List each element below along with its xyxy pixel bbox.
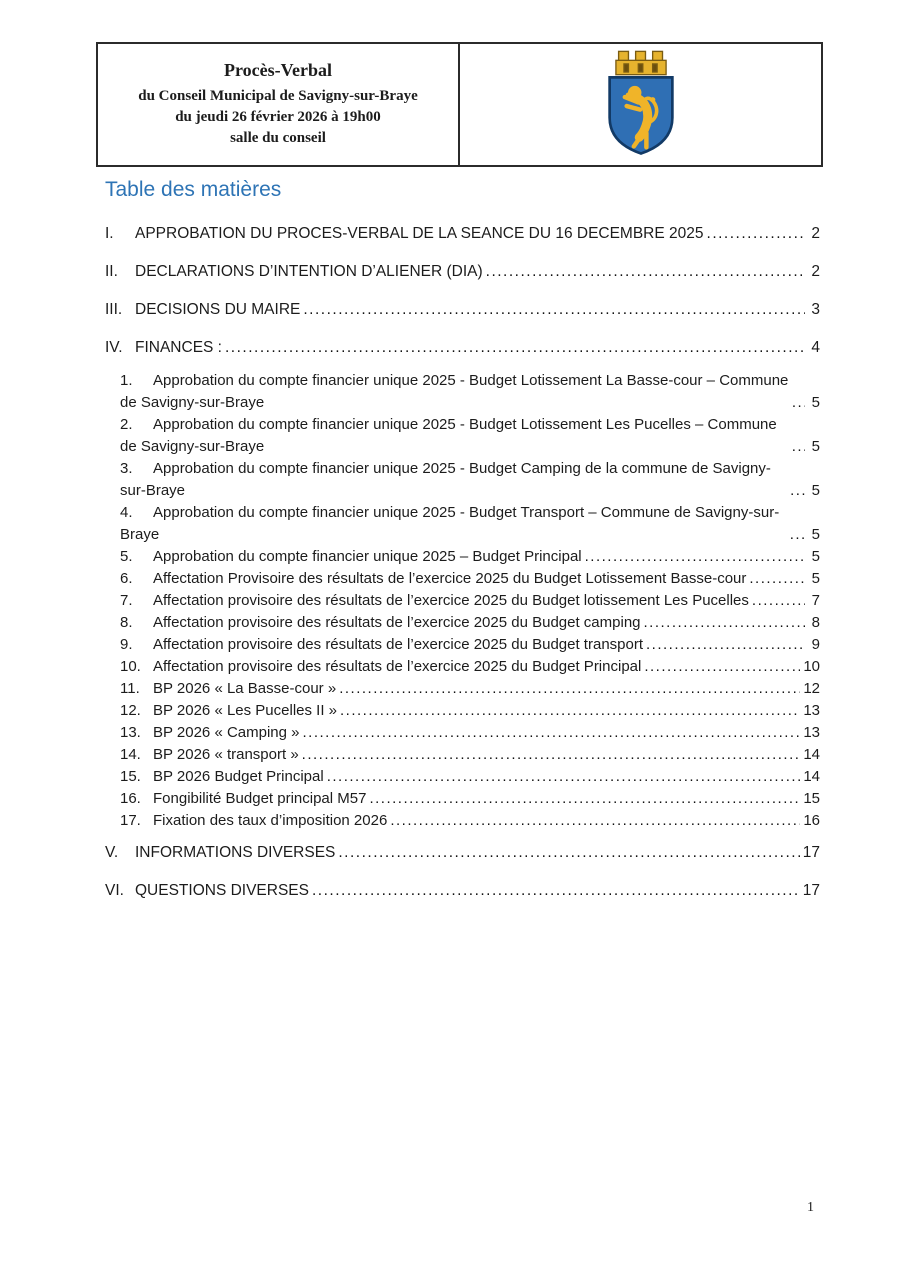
toc-entry-number: 15. xyxy=(120,768,141,785)
toc-entry xyxy=(120,568,820,590)
toc-entry xyxy=(120,678,820,700)
toc-entry-text: BP 2026 « Camping » xyxy=(153,724,300,741)
toc-entry-page: 8 xyxy=(811,614,820,631)
toc-entry-page: 2 xyxy=(811,263,820,280)
toc-entry-number: 5. xyxy=(120,548,133,565)
toc-entry xyxy=(120,458,820,502)
table-of-contents xyxy=(105,178,820,913)
toc-entry-text: Affectation provisoire des résultats de l’exercice 2025 du Budget Principal xyxy=(153,658,642,675)
crest-crown xyxy=(615,51,665,74)
toc-entry-number: 2. xyxy=(120,416,133,433)
toc-entry-page: 15 xyxy=(803,790,820,807)
toc-entry-text: Affectation provisoire des résultats de l’exercice 2025 du Budget camping xyxy=(153,614,641,631)
toc-dot-leader xyxy=(225,337,805,359)
toc-dot-leader xyxy=(369,788,800,810)
toc-dot-leader xyxy=(303,722,801,744)
toc-entry-text: Approbation du compte financier unique 2025 - Budget Camping de la commune de Savigny-sur-Braye xyxy=(120,460,771,499)
toc-entry-text: BP 2026 « La Basse-cour » xyxy=(153,680,337,697)
toc-entry-main xyxy=(120,590,749,612)
toc-heading: Table des matières xyxy=(105,178,282,201)
toc-entry xyxy=(120,502,820,546)
footer-page-number: 1 xyxy=(807,1200,814,1215)
toc-entry xyxy=(120,744,820,766)
toc-entry-main xyxy=(120,568,746,590)
toc-entry-page: 7 xyxy=(811,592,820,609)
toc-entry-page: 17 xyxy=(802,882,820,899)
toc-entry xyxy=(105,837,820,869)
toc-entry xyxy=(105,218,820,250)
toc-entry-page: 14 xyxy=(803,768,820,785)
toc-entry-number: 14. xyxy=(120,746,141,763)
crest-shield xyxy=(609,77,672,153)
toc-entry-text: BP 2026 Budget Principal xyxy=(153,768,324,785)
toc-entry xyxy=(120,546,820,568)
toc-entry-number: 13. xyxy=(120,724,141,741)
toc-entry xyxy=(105,256,820,288)
toc-entry-main xyxy=(120,502,787,546)
toc-dot-leader xyxy=(340,700,800,722)
toc-entry-page: 5 xyxy=(811,394,820,411)
toc-entry-main xyxy=(105,261,483,283)
toc-entry-text: Fixation des taux d’imposition 2026 xyxy=(153,812,388,829)
toc-dot-leader xyxy=(792,436,805,458)
toc-dot-leader xyxy=(486,261,805,283)
toc-dot-leader xyxy=(585,546,805,568)
toc-dot-leader xyxy=(327,766,801,788)
toc-entry-text: Affectation provisoire des résultats de l’exercice 2025 du Budget lotissement Les Pucelles xyxy=(153,592,749,609)
document-header-box xyxy=(96,42,823,167)
toc-entry-number: 16. xyxy=(120,790,141,807)
toc-entry-text: INFORMATIONS DIVERSES xyxy=(135,844,336,861)
toc-entry-page: 10 xyxy=(803,658,820,675)
toc-entry-page: 5 xyxy=(811,482,820,499)
document-subtitle-room: salle du conseil xyxy=(230,130,326,146)
toc-entry-page: 16 xyxy=(803,812,820,829)
toc-dot-leader xyxy=(644,656,800,678)
toc-dot-leader xyxy=(644,612,805,634)
toc-entry xyxy=(120,722,820,744)
toc-entry-number: V. xyxy=(105,844,119,861)
toc-entry-text: Approbation du compte financier unique 2025 - Budget Transport – Commune de Savigny-sur-Braye xyxy=(120,504,780,543)
toc-dot-leader xyxy=(338,842,799,864)
toc-entry-number: 7. xyxy=(120,592,133,609)
header-crest-cell xyxy=(460,44,821,165)
toc-entry-number: 6. xyxy=(120,570,133,587)
toc-entry-main xyxy=(120,370,789,414)
toc-entry-text: Approbation du compte financier unique 2025 – Budget Principal xyxy=(153,548,582,565)
toc-entry-text: Affectation Provisoire des résultats de l’exercice 2025 du Budget Lotissement Basse-cour xyxy=(153,570,747,587)
toc-entry-number: 17. xyxy=(120,812,141,829)
toc-entry-page: 2 xyxy=(811,225,820,242)
toc-entry-text: QUESTIONS DIVERSES xyxy=(135,882,309,899)
town-coat-of-arms-icon xyxy=(600,46,682,163)
toc-entry-page: 5 xyxy=(811,526,820,543)
toc-entry-main xyxy=(120,744,299,766)
toc-entry xyxy=(105,294,820,326)
toc-entry-main xyxy=(120,414,789,458)
toc-entry-number: IV. xyxy=(105,339,123,356)
toc-entry-main xyxy=(120,766,324,788)
toc-entry xyxy=(120,612,820,634)
toc-dot-leader xyxy=(790,480,805,502)
header-text-cell xyxy=(98,44,460,165)
toc-entry-text: BP 2026 « transport » xyxy=(153,746,299,763)
toc-entry xyxy=(120,788,820,810)
toc-entry-text: Approbation du compte financier unique 2025 - Budget Lotissement Les Pucelles – Commune de Savigny-sur-Braye xyxy=(120,416,777,455)
toc-dot-leader xyxy=(646,634,805,656)
toc-entry-main xyxy=(105,842,335,864)
toc-dot-leader xyxy=(792,392,805,414)
toc-entry-text: DECISIONS DU MAIRE xyxy=(135,301,301,318)
toc-entry-text: APPROBATION DU PROCES-VERBAL DE LA SEANCE DU 16 DECEMBRE 2025 xyxy=(135,225,704,242)
toc-dot-leader xyxy=(707,223,805,245)
toc-entry xyxy=(105,875,820,907)
toc-entry-page: 9 xyxy=(811,636,820,653)
toc-entry-number: 11. xyxy=(120,680,140,697)
document-subtitle-council: du Conseil Municipal de Savigny-sur-Braye xyxy=(138,88,418,104)
toc-entry-page: 12 xyxy=(803,680,820,697)
toc-entry-number: III. xyxy=(105,301,123,318)
toc-entry-page: 13 xyxy=(803,702,820,719)
toc-entry-page: 4 xyxy=(811,339,820,356)
toc-entry-main xyxy=(105,299,300,321)
toc-entry-page: 5 xyxy=(811,548,820,565)
toc-entry-main xyxy=(120,810,387,832)
toc-entry-main xyxy=(120,458,787,502)
toc-dot-leader xyxy=(339,678,800,700)
toc-entry-main xyxy=(120,546,582,568)
toc-entry-number: VI. xyxy=(105,882,124,899)
toc-entry-main xyxy=(105,337,222,359)
toc-entry-number: 8. xyxy=(120,614,133,631)
toc-entry-number: 4. xyxy=(120,504,133,521)
toc-entry-main xyxy=(105,880,309,902)
toc-entry-page: 17 xyxy=(802,844,820,861)
toc-dot-leader xyxy=(749,568,805,590)
toc-entry xyxy=(120,766,820,788)
toc-entry-number: 3. xyxy=(120,460,133,477)
toc-entry-page: 14 xyxy=(803,746,820,763)
toc-entry-main xyxy=(120,722,300,744)
toc-entry-page: 5 xyxy=(811,570,820,587)
toc-entry-main xyxy=(105,223,704,245)
toc-entry-page: 5 xyxy=(811,438,820,455)
toc-entry xyxy=(120,700,820,722)
toc-dot-leader xyxy=(302,744,801,766)
toc-dot-leader xyxy=(303,299,805,321)
document-subtitle-date: du jeudi 26 février 2026 à 19h00 xyxy=(175,109,381,125)
toc-entry-page: 13 xyxy=(803,724,820,741)
toc-entry xyxy=(120,370,820,414)
toc-entry xyxy=(120,810,820,832)
toc-entry-number: I. xyxy=(105,225,114,242)
toc-entry-text: BP 2026 « Les Pucelles II » xyxy=(153,702,338,719)
toc-entry-number: 10. xyxy=(120,658,141,675)
toc-entry xyxy=(120,590,820,612)
toc-entry-main xyxy=(120,788,366,810)
toc-entry xyxy=(120,414,820,458)
toc-entry xyxy=(120,634,820,656)
toc-dot-leader xyxy=(790,524,805,546)
toc-entry xyxy=(105,332,820,364)
toc-entry-text: Affectation provisoire des résultats de l’exercice 2025 du Budget transport xyxy=(153,636,644,653)
toc-entry-text: DECLARATIONS D’INTENTION D’ALIENER (DIA) xyxy=(135,263,483,280)
toc-entry-main xyxy=(120,612,641,634)
document-title: Procès-Verbal xyxy=(224,60,332,80)
toc-entry-text: FINANCES : xyxy=(135,339,222,356)
toc-entry-number: 12. xyxy=(120,702,141,719)
toc-entry-text: Approbation du compte financier unique 2025 - Budget Lotissement La Basse-cour – Commune de Savigny-sur-Braye xyxy=(120,372,789,411)
toc-entry-main xyxy=(120,678,336,700)
toc-dot-leader xyxy=(752,590,805,612)
toc-entry-main xyxy=(120,656,641,678)
toc-entry-text: Fongibilité Budget principal M57 xyxy=(153,790,367,807)
toc-entry-page: 3 xyxy=(811,301,820,318)
toc-dot-leader xyxy=(390,810,800,832)
toc-entry-number: 1. xyxy=(120,372,133,389)
toc-entry-main xyxy=(120,634,643,656)
toc-entry-main xyxy=(120,700,337,722)
toc-entry-number: 9. xyxy=(120,636,133,653)
toc-dot-leader xyxy=(312,880,800,902)
toc-entry-number: II. xyxy=(105,263,118,280)
toc-entry xyxy=(120,656,820,678)
